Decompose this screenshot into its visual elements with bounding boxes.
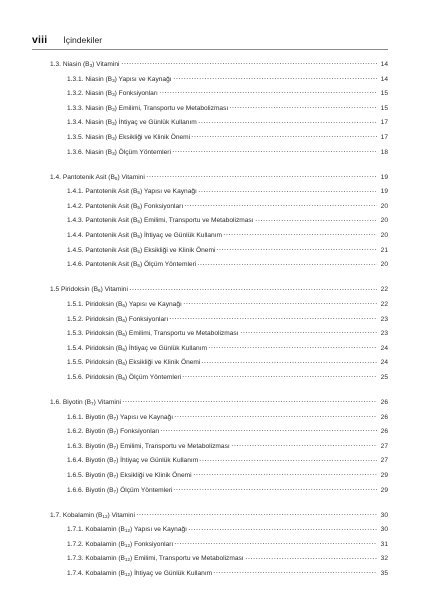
toc-subsection-entry — [32, 567, 388, 582]
dot-leader — [172, 151, 377, 152]
entry-label-text: ) Emilimi, Transportu ve Metabolizması — [116, 442, 230, 450]
entry-label-text: 1.5.4. Piridoksin (B — [67, 344, 123, 352]
entry-subscript: 3 — [112, 106, 115, 112]
entry-label-text: 1.7. Kobalamin (B — [50, 511, 103, 519]
toc-subsection-entry — [32, 371, 388, 386]
entry-subscript: 6 — [122, 361, 125, 367]
toc-section — [32, 396, 388, 498]
toc-subsection-entry — [32, 356, 388, 371]
entry-label — [67, 146, 171, 161]
toc-subsection-entry — [32, 552, 388, 567]
entry-label-text: 1.5.3. Piridoksin (B — [67, 330, 123, 338]
dot-leader — [197, 264, 377, 265]
dot-leader — [121, 63, 377, 64]
entry-label-text: 1.7.2. Kobalamin (B — [67, 540, 125, 548]
entry-label-text: ) Fonksiyonları — [130, 540, 174, 548]
dot-leader — [240, 332, 378, 333]
entry-label-text: 1.3.2. Niasin (B — [67, 90, 113, 98]
entry-label-text: ) İhtiyaç ve Günlük Kullanım — [139, 232, 223, 240]
entry-page-number: 26 — [380, 428, 388, 436]
entry-label-text: ) Vitamini — [93, 398, 121, 406]
table-of-contents — [32, 58, 388, 592]
entry-label-text: ) Fonksiyonları — [116, 428, 160, 436]
entry-subscript: 6 — [122, 302, 125, 308]
dot-leader — [231, 445, 377, 446]
dot-leader — [129, 289, 377, 290]
toc-section-entry — [32, 509, 388, 524]
entry-page-number: 24 — [380, 344, 388, 352]
entry-label-text: ) Eksikliği ve Klinik Önemi — [116, 471, 192, 479]
dot-leader — [201, 362, 377, 363]
entry-subscript: 3 — [112, 121, 115, 127]
entry-label-text: ) Yapısı ve Kaynağı — [116, 413, 174, 421]
entry-label — [67, 567, 212, 582]
entry-label-text: ) Yapısı ve Kaynağı — [114, 75, 172, 83]
toc-section-entry — [32, 283, 388, 298]
entry-label-text: ) Vitamini — [117, 173, 145, 181]
entry-page-number: 31 — [380, 540, 388, 548]
toc-subsection-entry — [32, 342, 388, 357]
entry-label-text: ) Emilimi, Transportu ve Metabolizması — [139, 217, 254, 225]
page-number: viii — [32, 34, 48, 46]
toc-subsection-entry — [32, 538, 388, 553]
toc-subsection-entry — [32, 454, 388, 469]
entry-label — [67, 87, 158, 102]
entry-page-number: 29 — [380, 486, 388, 494]
entry-subscript: 7 — [91, 400, 94, 406]
entry-label-text: ) Vitamini — [107, 511, 135, 519]
entry-subscript: 7 — [113, 415, 117, 421]
entry-page-number: 25 — [380, 373, 388, 381]
entry-label — [67, 469, 192, 484]
entry-label-text: 1.6. Biyotin (B — [50, 398, 92, 406]
toc-section-entry — [32, 58, 388, 73]
entry-page-number: 21 — [380, 246, 388, 254]
entry-subscript: 5 — [137, 204, 140, 210]
entry-subscript: 7 — [113, 473, 117, 479]
entry-page-number: 19 — [380, 188, 388, 196]
entry-label — [67, 229, 222, 244]
entry-subscript: 7 — [113, 430, 117, 436]
dot-leader — [199, 460, 377, 461]
entry-subscript: 3 — [112, 92, 115, 98]
dot-leader — [216, 249, 377, 250]
entry-label-text: ) Ölçüm Yöntemleri — [124, 373, 182, 381]
dot-leader — [188, 529, 377, 530]
entry-subscript: 3 — [112, 77, 115, 83]
dot-leader — [160, 430, 377, 431]
entry-label — [67, 313, 168, 328]
toc-subsection-entry — [32, 440, 388, 455]
entry-subscript: 5 — [137, 263, 140, 269]
entry-subscript: 6 — [122, 332, 125, 338]
entry-label — [67, 200, 183, 215]
entry-label-text: ) Eksikliği ve Klinik Önemi — [139, 246, 216, 254]
toc-subsection-entry — [32, 146, 388, 161]
entry-label-text: 1.3.1. Niasin (B — [67, 75, 113, 83]
dot-leader — [182, 376, 377, 377]
dot-leader — [173, 78, 377, 79]
entry-label-text: ) Vitamini — [100, 286, 128, 294]
entry-label — [67, 440, 230, 455]
entry-subscript: 12 — [102, 513, 108, 519]
entry-label-text: 1.4.1. Pantotenik Asit (B — [67, 188, 138, 196]
dot-leader — [223, 234, 377, 235]
entry-label-text: 1.4.2. Pantotenik Asit (B — [67, 202, 138, 210]
entry-subscript: 3 — [112, 135, 115, 141]
entry-label-text: 1.4. Pantotenik Asit (B — [50, 173, 115, 181]
toc-subsection-entry — [32, 185, 388, 200]
entry-label-text: ) Fonksiyonları — [114, 90, 158, 98]
dot-leader — [122, 401, 377, 402]
entry-page-number: 35 — [380, 570, 388, 577]
toc-subsection-entry — [32, 298, 388, 313]
entry-label — [67, 425, 159, 440]
toc-subsection-entry — [32, 484, 388, 499]
entry-page-number: 23 — [380, 315, 388, 323]
entry-label-text: ) Eksikliği ve Klinik Önemi — [124, 359, 201, 367]
entry-page-number: 29 — [380, 471, 388, 479]
entry-label-text: 1.7.3. Kobalamin (B — [67, 555, 125, 563]
entry-subscript: 5 — [137, 190, 140, 196]
entry-page-number: 27 — [380, 442, 388, 450]
toc-section-entry — [32, 396, 388, 411]
entry-label-text: ) Emilimi, Transportu ve Metabolizması — [114, 104, 229, 112]
toc-subsection-entry — [32, 313, 388, 328]
entry-subscript: 3 — [112, 150, 115, 156]
toc-section — [32, 509, 388, 582]
entry-label-text: 1.3. Niasin (B — [50, 61, 90, 68]
page-header — [32, 34, 102, 46]
running-title: İçindekiler — [63, 35, 103, 45]
entry-label-text: 1.3.6. Niasin (B — [67, 148, 113, 156]
entry-label-text: ) Fonksiyonları — [139, 202, 184, 210]
toc-subsection-entry — [32, 116, 388, 131]
entry-page-number: 14 — [380, 75, 388, 83]
dot-leader — [173, 489, 377, 490]
entry-page-number: 20 — [380, 232, 388, 240]
toc-subsection-entry — [32, 73, 388, 88]
entry-label — [67, 523, 187, 538]
entry-label — [67, 454, 198, 469]
entry-label — [67, 298, 182, 313]
entry-label — [67, 131, 190, 146]
entry-page-number: 30 — [380, 526, 388, 534]
entry-subscript: 12 — [124, 572, 131, 577]
entry-subscript: 5 — [137, 234, 140, 240]
toc-subsection-entry — [32, 200, 388, 215]
entry-label-text: ) İhtiyaç ve Günlük Kullanım — [116, 457, 199, 465]
entry-label-text: 1.6.5. Biyotin (B — [67, 471, 114, 479]
entry-label-text: 1.5.1. Piridoksin (B — [67, 300, 123, 308]
entry-page-number: 32 — [380, 555, 388, 563]
entry-label-text: ) Ölçüm Yöntemleri — [114, 148, 171, 156]
dot-leader — [255, 220, 377, 221]
entry-label — [67, 258, 196, 273]
dot-leader — [159, 92, 377, 93]
entry-subscript: 5 — [114, 175, 118, 181]
entry-label — [67, 342, 207, 357]
entry-label — [50, 509, 135, 524]
dot-leader — [198, 191, 377, 192]
toc-subsection-entry — [32, 258, 388, 273]
toc-section — [32, 171, 388, 273]
toc-subsection-entry — [32, 411, 388, 426]
toc-subsection-entry — [32, 229, 388, 244]
entry-label — [67, 73, 172, 88]
toc-subsection-entry — [32, 327, 388, 342]
entry-label — [67, 484, 172, 499]
dot-leader — [184, 205, 377, 206]
entry-label-text: ) Emilimi, Transportu ve Metabolizması — [130, 555, 244, 563]
toc-section — [32, 58, 388, 160]
entry-page-number: 26 — [380, 413, 388, 421]
entry-page-number: 26 — [380, 398, 388, 406]
dot-leader — [245, 558, 377, 559]
entry-subscript: 3 — [89, 63, 93, 68]
header-rule — [32, 49, 388, 50]
entry-page-number: 24 — [380, 359, 388, 367]
entry-label-text: ) Emilimi, Transportu ve Metabolizması — [124, 330, 239, 338]
entry-label-text: 1.3.5. Niasin (B — [67, 133, 113, 141]
entry-label-text: 1.5 Piridoksin (B — [50, 286, 99, 294]
entry-label-text: 1.4.6. Pantotenik Asit (B — [67, 261, 138, 269]
entry-label — [50, 396, 121, 411]
entry-page-number: 17 — [380, 133, 388, 141]
entry-page-number: 15 — [380, 104, 388, 112]
entry-page-number: 18 — [380, 148, 388, 156]
entry-page-number: 20 — [380, 217, 388, 225]
entry-label-text: ) Yapısı ve Kaynağı — [124, 300, 182, 308]
entry-label — [67, 327, 239, 342]
entry-subscript: 6 — [122, 346, 125, 352]
entry-label-text: ) Ölçüm Yöntemleri — [139, 261, 197, 269]
entry-label-text: 1.6.3. Biyotin (B — [67, 442, 114, 450]
entry-subscript: 5 — [137, 248, 140, 254]
entry-label — [67, 185, 197, 200]
toc-section — [32, 283, 388, 385]
dot-leader — [146, 176, 377, 177]
dot-leader — [213, 572, 377, 573]
dot-leader — [198, 122, 377, 123]
entry-label-text: 1.7.4. Kobalamin (B — [67, 570, 125, 577]
toc-subsection-entry — [32, 87, 388, 102]
entry-label — [50, 58, 120, 73]
entry-label-text: 1.5.6. Piridoksin (B — [67, 373, 123, 381]
entry-subscript: 7 — [113, 459, 117, 465]
entry-label — [67, 552, 244, 567]
entry-page-number: 20 — [380, 261, 388, 269]
dot-leader — [136, 514, 377, 515]
entry-label — [67, 244, 215, 259]
entry-label — [67, 102, 228, 117]
entry-label-text: 1.4.3. Pantotenik Asit (B — [67, 217, 138, 225]
entry-label — [50, 171, 145, 186]
entry-label — [50, 283, 128, 298]
entry-page-number: 14 — [380, 61, 388, 68]
entry-subscript: 7 — [113, 444, 117, 450]
entry-page-number: 22 — [380, 286, 388, 294]
entry-subscript: 12 — [124, 542, 131, 548]
entry-subscript: 6 — [98, 288, 101, 294]
toc-subsection-entry — [32, 425, 388, 440]
entry-label-text: ) İhtiyaç ve Günlük Kullanım — [124, 344, 207, 352]
toc-subsection-entry — [32, 523, 388, 538]
entry-label — [67, 411, 173, 426]
entry-page-number: 23 — [380, 330, 388, 338]
entry-label-text: 1.6.1. Biyotin (B — [67, 413, 114, 421]
entry-label-text: 1.7.1. Kobalamin (B — [67, 526, 125, 534]
entry-label-text: 1.6.4. Biyotin (B — [67, 457, 114, 465]
toc-subsection-entry — [32, 469, 388, 484]
entry-subscript: 12 — [124, 528, 131, 534]
dot-leader — [174, 416, 377, 417]
dot-leader — [229, 107, 377, 108]
entry-label — [67, 538, 173, 553]
dot-leader — [169, 318, 377, 319]
entry-page-number: 19 — [380, 173, 388, 181]
entry-label-text: ) Vitamini — [92, 61, 120, 68]
toc-subsection-entry — [32, 214, 388, 229]
entry-label — [67, 371, 181, 386]
entry-subscript: 6 — [122, 375, 125, 381]
entry-label-text: ) Eksikliği ve Klinik Önemi — [114, 133, 191, 141]
toc-subsection-entry — [32, 244, 388, 259]
dot-leader — [208, 347, 377, 348]
entry-label-text: 1.4.5. Pantotenik Asit (B — [67, 246, 138, 254]
entry-page-number: 15 — [380, 90, 388, 98]
entry-subscript: 12 — [124, 557, 131, 563]
entry-page-number: 22 — [380, 300, 388, 308]
entry-label-text: 1.3.3. Niasin (B — [67, 104, 113, 112]
entry-subscript: 7 — [113, 488, 117, 494]
entry-label-text: ) İhtiyaç ve Günlük Kullanım — [130, 570, 213, 577]
entry-label-text: 1.3.4. Niasin (B — [67, 119, 113, 127]
entry-label-text: ) İhtiyaç ve Günlük Kullanım — [114, 119, 197, 127]
entry-page-number: 17 — [380, 119, 388, 127]
entry-page-number: 27 — [380, 457, 388, 465]
entry-label-text: ) Yapısı ve Kaynağı — [139, 188, 197, 196]
dot-leader — [174, 543, 377, 544]
entry-page-number: 30 — [380, 511, 388, 519]
entry-label-text: 1.5.5. Piridoksin (B — [67, 359, 123, 367]
toc-subsection-entry — [32, 131, 388, 146]
toc-subsection-entry — [32, 102, 388, 117]
entry-subscript: 5 — [137, 219, 140, 225]
entry-label-text: 1.6.2. Biyotin (B — [67, 428, 114, 436]
entry-label-text: 1.5.2. Piridoksin (B — [67, 315, 123, 323]
entry-label-text: ) Fonksiyonları — [124, 315, 169, 323]
dot-leader — [183, 303, 377, 304]
entry-label — [67, 356, 200, 371]
toc-section-entry — [32, 171, 388, 186]
entry-label-text: ) Yapısı ve Kaynağı — [130, 526, 187, 534]
entry-subscript: 6 — [122, 317, 125, 323]
entry-label-text: 1.6.6. Biyotin (B — [67, 486, 114, 494]
entry-page-number: 20 — [380, 202, 388, 210]
dot-leader — [191, 136, 377, 137]
entry-label-text: 1.4.4. Pantotenik Asit (B — [67, 232, 138, 240]
entry-label — [67, 214, 254, 229]
entry-label-text: ) Ölçüm Yöntemleri — [116, 486, 173, 494]
dot-leader — [193, 474, 377, 475]
entry-label — [67, 116, 197, 131]
